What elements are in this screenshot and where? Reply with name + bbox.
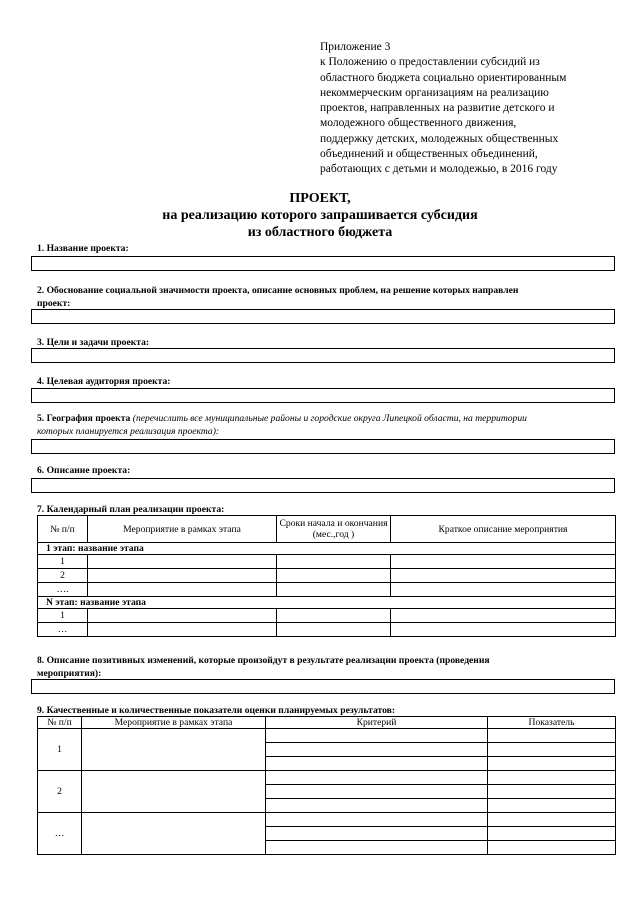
appendix-line: проектов, направленных на развитие детского и [320, 102, 555, 115]
section-6-label: 6. Описание проекта: [37, 465, 131, 476]
table-cell[interactable] [277, 609, 391, 623]
table-cell[interactable] [391, 555, 616, 569]
criterion-cell[interactable] [266, 813, 488, 827]
table-header: Сроки начала и окончания (мес.,год ) [277, 516, 391, 543]
table-cell[interactable] [391, 623, 616, 637]
appendix-line: Приложение 3 [320, 41, 391, 53]
appendix-line: областного бюджета социально ориентированным [320, 71, 567, 84]
appendix-line: поддержку детских, молодежных общественных [320, 132, 559, 145]
row-number: 1 [38, 729, 82, 771]
table-header: Мероприятие в рамках этапа [88, 516, 277, 543]
indicator-cell[interactable] [488, 827, 616, 841]
table-cell[interactable] [88, 555, 277, 569]
section-4-label: 4. Целевая аудитория проекта: [37, 376, 171, 387]
section-5-note-2: которых планируется реализация проекта): [37, 426, 220, 437]
appendix-line: некоммерческим организациям на реализацию [320, 86, 549, 99]
criterion-cell[interactable] [266, 743, 488, 757]
table-header: Мероприятие в рамках этапа [82, 717, 266, 729]
appendix-line: работающих с детьми и молодежью, в 2016 году [320, 163, 558, 176]
event-cell[interactable] [82, 813, 266, 855]
table-row [38, 569, 616, 583]
stage-row [38, 543, 616, 555]
table-cell[interactable] [391, 609, 616, 623]
social-significance-field[interactable] [31, 309, 615, 324]
appendix-note [320, 40, 620, 178]
row-number: 1 [38, 609, 88, 623]
section-2-line: 2. Обоснование социальной значимости проекта, описание основных проблем, на решение которых направлен [37, 285, 519, 296]
table-row [38, 583, 616, 597]
table-header-row [38, 516, 616, 543]
row-number: 2 [38, 569, 88, 583]
table-cell[interactable] [277, 583, 391, 597]
section-2-line: проект: [37, 298, 71, 309]
target-audience-field[interactable] [31, 388, 615, 403]
indicator-cell[interactable] [488, 841, 616, 855]
table-cell[interactable] [277, 623, 391, 637]
positive-changes-field[interactable] [31, 679, 615, 694]
table-header: Показатель [488, 717, 616, 729]
calendar-plan-table [37, 515, 616, 637]
table-header: № п/п [38, 717, 82, 729]
indicator-cell[interactable] [488, 813, 616, 827]
table-cell[interactable] [391, 583, 616, 597]
stage-row [38, 597, 616, 609]
indicator-cell[interactable] [488, 799, 616, 813]
table-cell[interactable] [277, 555, 391, 569]
section-8-label [37, 654, 617, 680]
row-number: 2 [38, 771, 82, 813]
section-5-title: 5. География проекта [37, 413, 131, 424]
document-title: ПРОЕКТ, [289, 191, 351, 206]
table-header-row [38, 717, 616, 729]
criterion-cell[interactable] [266, 729, 488, 743]
stage-title: N этап: название этапа [38, 597, 616, 609]
table-header: Краткое описание мероприятия [391, 516, 616, 543]
goals-field[interactable] [31, 348, 615, 363]
document-subtitle: на реализацию которого запрашивается субсидия [162, 208, 478, 223]
indicator-cell[interactable] [488, 743, 616, 757]
table-row [38, 813, 616, 827]
table-row [38, 729, 616, 743]
results-table [37, 716, 616, 855]
table-cell[interactable] [88, 569, 277, 583]
row-number: … [38, 813, 82, 855]
table-header: № п/п [38, 516, 88, 543]
criterion-cell[interactable] [266, 841, 488, 855]
criterion-cell[interactable] [266, 827, 488, 841]
table-cell[interactable] [391, 569, 616, 583]
indicator-cell[interactable] [488, 785, 616, 799]
section-8-line: мероприятия): [37, 668, 102, 679]
row-number: … [38, 623, 88, 637]
table-row [38, 609, 616, 623]
indicator-cell[interactable] [488, 729, 616, 743]
event-cell[interactable] [82, 729, 266, 771]
appendix-line: молодежного общественного движения, [320, 117, 517, 130]
appendix-line: объединений и общественных объединений, [320, 148, 538, 161]
section-7-label: 7. Календарный план реализации проекта: [37, 504, 225, 515]
description-field[interactable] [31, 478, 615, 493]
section-5-note: (перечислить все муниципальные районы и городские округа Липецкой области, на территории [132, 413, 527, 424]
row-number: …. [38, 583, 88, 597]
table-cell[interactable] [277, 569, 391, 583]
criterion-cell[interactable] [266, 785, 488, 799]
table-cell[interactable] [88, 583, 277, 597]
table-row [38, 555, 616, 569]
table-cell[interactable] [88, 609, 277, 623]
geography-field[interactable] [31, 439, 615, 454]
criterion-cell[interactable] [266, 799, 488, 813]
event-cell[interactable] [82, 771, 266, 813]
project-name-field[interactable] [31, 256, 615, 271]
section-9-label: 9. Качественные и количественные показатели оценки планируемых результатов: [37, 705, 396, 716]
table-header: Критерий [266, 717, 488, 729]
section-1-label: 1. Название проекта: [37, 243, 129, 254]
stage-title: 1 этап: название этапа [38, 543, 616, 555]
criterion-cell[interactable] [266, 771, 488, 785]
appendix-line: к Положению о предоставлении субсидий из [320, 56, 540, 69]
indicator-cell[interactable] [488, 771, 616, 785]
table-cell[interactable] [88, 623, 277, 637]
section-8-line: 8. Описание позитивных изменений, которые произойдут в результате реализации проекта (проведения [37, 655, 490, 666]
section-3-label: 3. Цели и задачи проекта: [37, 337, 150, 348]
section-2-label [37, 284, 617, 310]
indicator-cell[interactable] [488, 757, 616, 771]
table-row [38, 771, 616, 785]
table-row [38, 623, 616, 637]
document-subtitle-2: из областного бюджета [247, 225, 393, 240]
section-5-label [37, 412, 617, 438]
criterion-cell[interactable] [266, 757, 488, 771]
row-number: 1 [38, 555, 88, 569]
